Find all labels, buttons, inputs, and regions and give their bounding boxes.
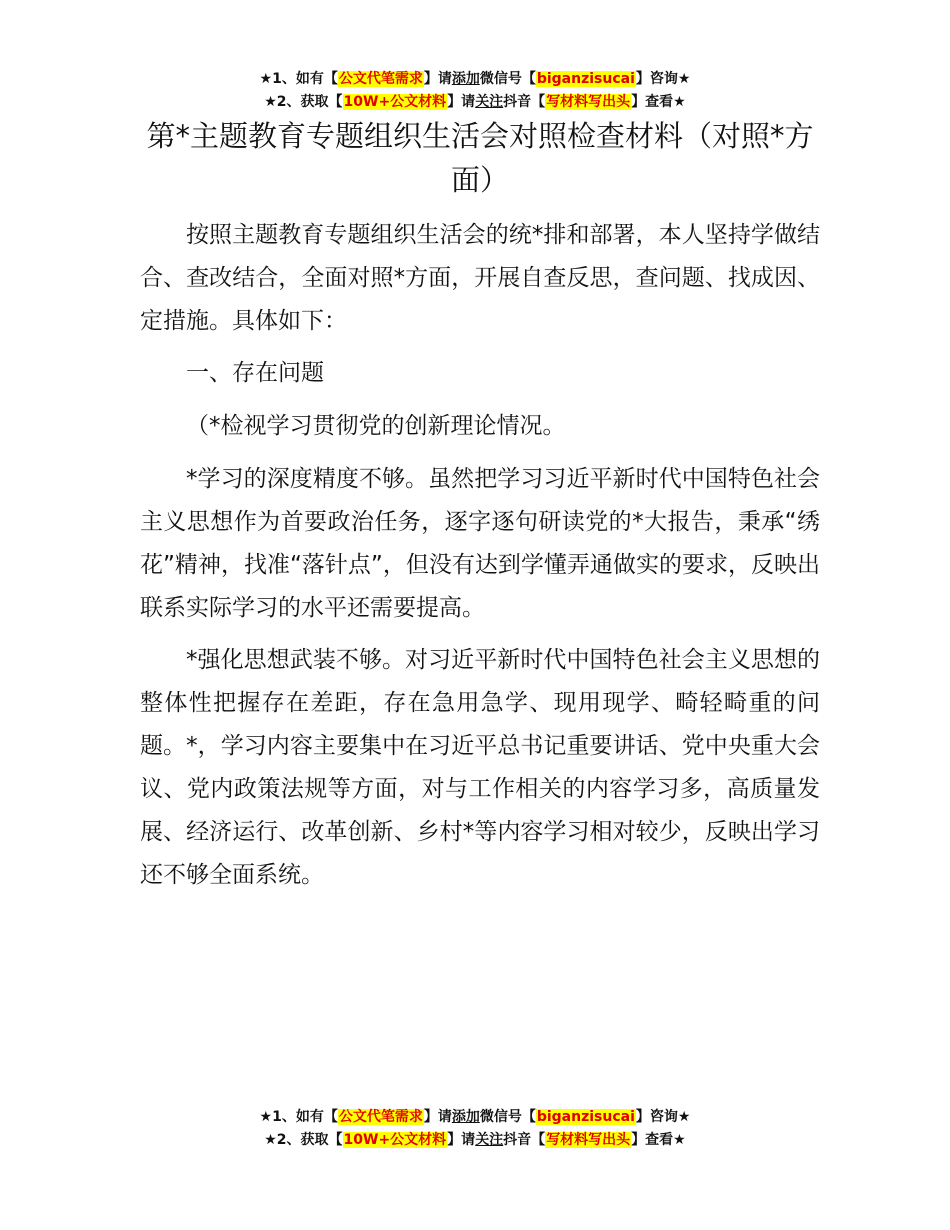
banner-underlined: 添加 [451,1109,480,1125]
intro-paragraph: 按照主题教育专题组织生活会的统*排和部署，本人坚持学做结合、查改结合，全面对照*方面，开展自查反思，查问题、找成因、定措施。具体如下： [140,222,820,334]
banner-text: ★1、如有【 [259,1109,338,1125]
banner-highlight: 10W+公文材料 [343,94,447,110]
banner-text: ★2、获取【 [264,94,343,110]
banner-wechat-id: biganzisucai [536,71,635,87]
banner-wechat-id: biganzisucai [536,1109,635,1125]
banner-text: 】查看★ [631,94,686,110]
banner-highlight: 10W+公文材料 [343,1132,447,1148]
banner-text: 微信号【 [479,1109,536,1125]
banner-text: 微信号【 [479,71,536,87]
banner-text: 】请 [447,94,476,110]
banner-text: 抖音【 [503,94,546,110]
banner-text: 】咨询★ [635,1109,691,1125]
banner-line-2 [0,91,950,114]
banner-douyin-id: 写材料写出头 [546,94,631,110]
banner-douyin-id: 写材料写出头 [546,1132,631,1148]
banner-line-1 [0,68,950,91]
header-banner [0,68,950,114]
banner-text: ★2、获取【 [264,1132,343,1148]
banner-text: 】查看★ [631,1132,686,1148]
banner-text: 】请 [423,71,452,87]
banner-underlined: 关注 [475,1132,504,1148]
banner-text: 】咨询★ [635,71,691,87]
body-paragraph: *学习的深度精度不够。虽然把学习习近平新时代中国特色社会主义思想作为首要政治任务，逐字逐句研读党的*大报告，秉承“绣花”精神，找准“落针点”，但没有达到学懂弄通做实的要求，反映出联系实际学习的水平还需要提高。 [140,466,820,621]
body-paragraph: *强化思想武装不够。对习近平新时代中国特色社会主义思想的整体性把握存在差距，存在急用急学、现用现学、畸轻畸重的问题。*，学习内容主要集中在习近平总书记重要讲话、党中央重大会议、党内政策法规等方面，对与工作相关的内容学习多，高质量发展、经济运行、改革创新、乡村*等内容学习相对较少，反映出学习还不够全面系统。 [140,647,820,888]
banner-line-2 [0,1129,950,1152]
document-title: 第*主题教育专题组织生活会对照检查材料（对照*方面） [146,119,814,197]
subsection-heading: （*检视学习贯彻党的创新理论情况。 [186,413,566,439]
banner-underlined: 添加 [451,71,480,87]
footer-banner [0,1106,950,1152]
section-heading: 一、存在问题 [186,360,324,386]
banner-line-1 [0,1106,950,1129]
banner-text: 抖音【 [503,1132,546,1148]
banner-underlined: 关注 [475,94,504,110]
banner-text: 】请 [423,1109,452,1125]
banner-highlight: 公文代笔需求 [338,1109,423,1125]
banner-highlight: 公文代笔需求 [338,71,423,87]
banner-text: ★1、如有【 [259,71,338,87]
document-body [140,214,820,906]
banner-text: 】请 [447,1132,476,1148]
